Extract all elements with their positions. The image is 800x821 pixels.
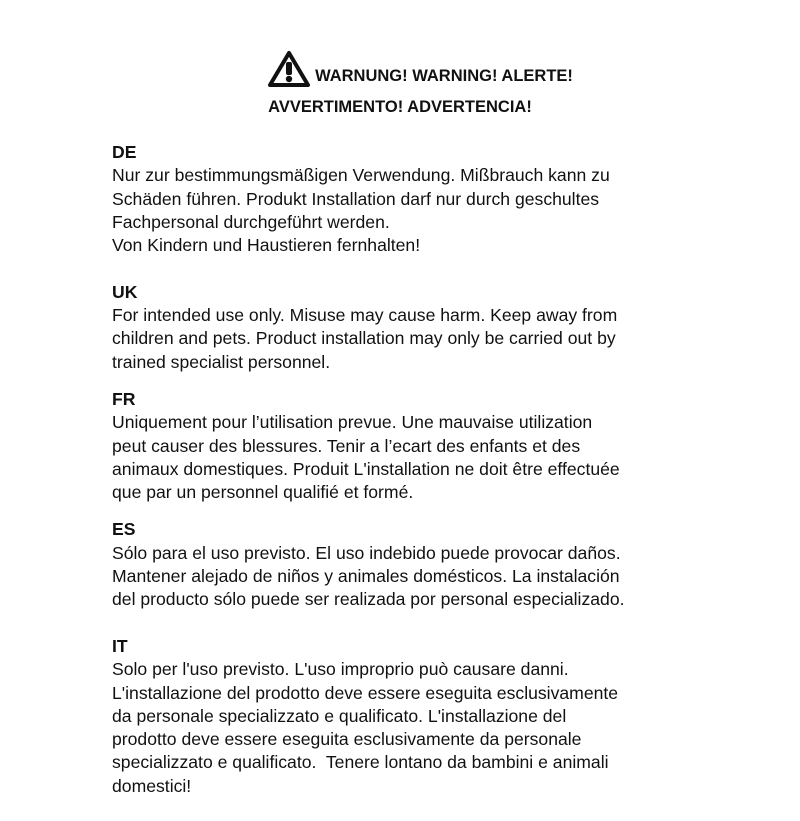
warning-subtitle: AVVERTIMENTO! ADVERTENCIA! [268, 98, 532, 116]
warning-triangle-icon [267, 50, 311, 88]
text-line: specializzato e qualificato. Tenere lontano da bambini e animali [112, 752, 609, 773]
text-line: Von Kindern und Haustieren fernhalten! [112, 235, 421, 256]
warning-body [112, 141, 712, 821]
warning-header-line-2 [0, 98, 800, 117]
language-code: DE [112, 142, 137, 162]
section-es [112, 518, 712, 611]
text-line: animaux domestiques. Produit L'installation ne doit être effectuée [112, 458, 620, 479]
text-line: peut causer des blessures. Tenir a l’ecart des enfants et des [112, 435, 581, 456]
text-line: Uniquement pour l’utilisation prevue. Une mauvaise utilization [112, 412, 593, 433]
text-line: Fachpersonal durchgeführt werden. [112, 211, 390, 232]
language-code: ES [112, 519, 136, 540]
text-line: Solo per l'uso previsto. L'uso improprio può causare danni. [112, 659, 569, 680]
text-line: domestici! [112, 775, 192, 796]
section-uk [112, 281, 712, 374]
text-line: For intended use only. Misuse may cause harm. Keep away from [112, 305, 618, 326]
text-line: children and pets. Product installation may only be carried out by [112, 328, 616, 349]
text-line: da personale specializzato e qualificato. L'installazione del [112, 705, 567, 726]
text-line: Sólo para el uso previsto. El uso indebido puede provocar daños. [112, 542, 621, 563]
text-line: Nur zur bestimmungsmäßigen Verwendung. Mißbrauch kann zu [112, 165, 610, 186]
language-code: IT [112, 635, 128, 656]
text-line: trained specialist personnel. [112, 351, 331, 372]
section-fr [112, 388, 712, 504]
language-code: FR [112, 388, 136, 409]
section-de [112, 141, 712, 257]
warning-header-line-1 [0, 50, 800, 88]
text-line: Schäden führen. Produkt Installation darf nur durch geschultes [112, 188, 600, 209]
text-line: Mantener alejado de niños y animales domésticos. La instalación [112, 566, 620, 587]
text-line: prodotto deve essere eseguita esclusivamente da personale [112, 729, 582, 750]
text-line: L'installazione del prodotto deve essere eseguita esclusivamente [112, 682, 619, 703]
language-code: UK [112, 281, 138, 302]
warning-title: WARNUNG! WARNING! ALERTE! [315, 67, 573, 85]
text-line: del producto sólo puede ser realizada por personal especializado. [112, 589, 625, 610]
text-line: que par un personnel qualifié et formé. [112, 482, 414, 503]
section-it [112, 635, 712, 798]
